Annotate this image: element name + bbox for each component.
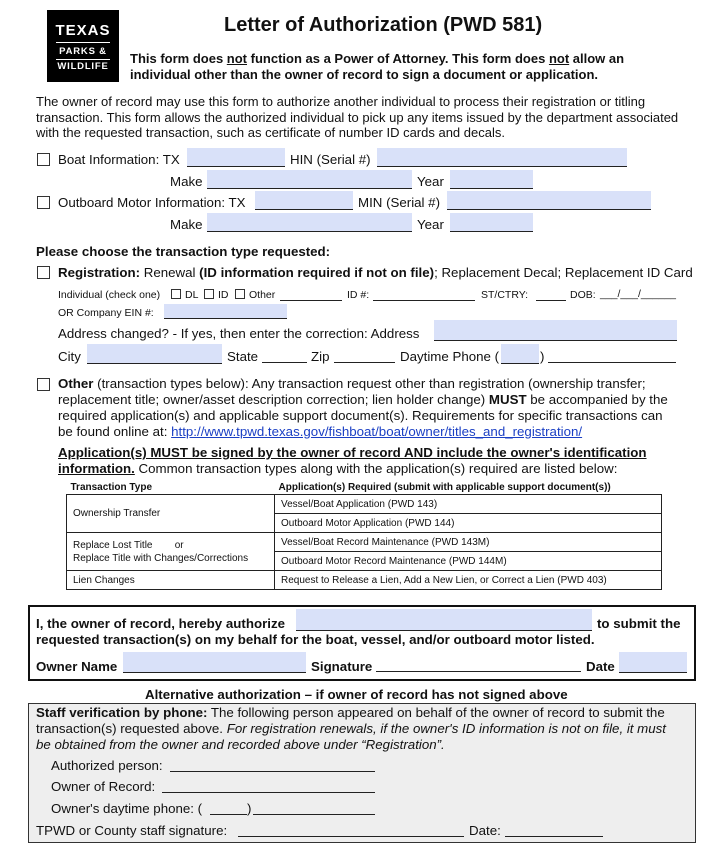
staff-signature-label: TPWD or County staff signature: <box>36 823 228 838</box>
staff-date-label: Date: <box>469 823 501 838</box>
table-header-apps: Application(s) Required (submit with applicable support document(s)) <box>275 481 662 495</box>
owner-phone-number-field[interactable] <box>253 814 375 815</box>
table-row <box>67 533 662 552</box>
must-sign-notice: Application(s) MUST be signed by the owner of record AND include the owner's identification information. Common transaction types along with the application(s) required are listed below: <box>58 445 647 476</box>
state-label: State <box>227 349 259 364</box>
form-disclaimer: This form does not function as a Power of Attorney. This form does not allow an individual other than the owner of record to sign a document or application. <box>130 51 625 82</box>
other-id-type-field[interactable] <box>280 300 342 301</box>
ein-field[interactable] <box>164 304 287 319</box>
ein-label: OR Company EIN #: <box>58 307 154 319</box>
owner-of-record-label: Owner of Record: <box>51 779 156 794</box>
authorized-person-label: Authorized person: <box>51 758 163 773</box>
boat-year-label: Year <box>417 174 444 189</box>
boat-year-field[interactable] <box>450 170 533 189</box>
staff-signature-field[interactable] <box>238 836 464 837</box>
owner-phone-area-field[interactable] <box>210 814 247 815</box>
address-field[interactable] <box>434 320 677 341</box>
app-cell: Outboard Motor Application (PWD 144) <box>275 514 662 533</box>
boat-hin-field[interactable] <box>377 148 627 167</box>
other-id-label: Other <box>249 289 276 301</box>
st-ctry-field[interactable] <box>536 300 566 301</box>
type-ownership-transfer: Ownership Transfer <box>67 495 275 533</box>
other-id-checkbox[interactable] <box>235 289 245 299</box>
zip-label: Zip <box>311 349 330 364</box>
boat-make-label: Make <box>170 174 203 189</box>
owner-name-label: Owner Name <box>36 659 118 674</box>
logo-parks: PARKS & <box>56 42 110 59</box>
table-header-type: Transaction Type <box>70 482 153 493</box>
date-label: Date <box>586 659 615 674</box>
type-lien-changes: Lien Changes <box>67 571 275 590</box>
id-number-field[interactable] <box>373 300 475 301</box>
intro-paragraph: The owner of record may use this form to authorize another individual to process their registration or titling transaction. This form allows the authorized individual to pick up any items issued by the department associated with the requested transaction, such as certificate of number ID cards and decals. <box>36 94 679 140</box>
phone-area-code-field[interactable] <box>501 344 539 364</box>
staff-owner-of-record-field[interactable] <box>162 792 375 793</box>
signature-label: Signature <box>311 659 373 674</box>
boat-info-label: Boat Information: TX <box>58 152 180 167</box>
app-cell: Vessel/Boat Application (PWD 143) <box>275 495 662 514</box>
st-ctry-label: ST/CTRY: <box>481 289 529 301</box>
phone-number-field[interactable] <box>548 362 676 363</box>
id-label: ID <box>218 289 229 301</box>
motor-min-label: MIN (Serial #) <box>358 195 441 210</box>
other-checkbox[interactable] <box>37 378 50 391</box>
signature-field[interactable] <box>376 671 581 672</box>
zip-field[interactable] <box>334 362 395 363</box>
motor-make-field[interactable] <box>207 213 412 232</box>
dl-checkbox[interactable] <box>171 289 181 299</box>
state-field[interactable] <box>262 362 307 363</box>
dob-field[interactable]: ___/___/______ <box>600 288 676 300</box>
registration-checkbox[interactable] <box>37 266 50 279</box>
owner-name-field[interactable] <box>123 652 306 673</box>
phone-close-paren: ) <box>540 349 545 364</box>
table-row <box>67 495 662 514</box>
id-checkbox[interactable] <box>204 289 214 299</box>
transaction-table <box>66 481 662 590</box>
logo-texas: TEXAS <box>55 22 111 39</box>
owner-phone-close-paren: ) <box>247 801 252 816</box>
motor-info-checkbox[interactable] <box>37 196 50 209</box>
motor-min-field[interactable] <box>447 191 651 210</box>
table-row <box>67 571 662 590</box>
address-changed-label: Address changed? - If yes, then enter the correction: Address <box>58 326 420 341</box>
logo-wildlife: WILDLIFE <box>57 61 109 72</box>
staff-date-field[interactable] <box>505 836 603 837</box>
other-section-text: Other (transaction types below): Any transaction request other than registration (ownership transfer; replacement title; owner/asset description correction; lien holder change) MUST be accompanied by the required application(s) and applicable support document(s). Requirements for specific transactions can be found online at: http://www.tpwd.texas.gov/fishboat/boat/owner/titles_and_registration/ <box>58 376 668 439</box>
staff-verification-text: Staff verification by phone: The following person appeared on behalf of the owner of record to submit the transaction(s) requested above. For registration renewals, if the owner's ID information is not on file, it must be obtained from the owner and recorded above under “Registration”. <box>36 705 667 752</box>
phone-label: Daytime Phone ( <box>400 349 500 364</box>
owner-phone-label: Owner's daytime phone: ( <box>51 801 203 816</box>
motor-year-label: Year <box>417 217 444 232</box>
alternative-authorization-heading: Alternative authorization – if owner of record has not signed above <box>145 687 568 702</box>
city-label: City <box>58 349 81 364</box>
city-field[interactable] <box>87 344 222 364</box>
choose-transaction-heading: Please choose the transaction type requested: <box>36 244 331 259</box>
authorize-line1a: I, the owner of record, hereby authorize <box>36 616 285 631</box>
boat-make-field[interactable] <box>207 170 412 189</box>
registration-line: Registration: Renewal (ID information required if not on file); Replacement Decal; Replacement ID Card <box>58 265 693 280</box>
authorize-line1b: to submit the <box>597 616 681 631</box>
authorize-line2: requested transaction(s) on my behalf for the boat, vessel, and/or outboard motor listed. <box>36 632 595 647</box>
form-title: Letter of Authorization (PWD 581) <box>224 14 543 36</box>
id-number-label: ID #: <box>347 289 370 301</box>
app-cell: Request to Release a Lien, Add a New Lien, or Correct a Lien (PWD 403) <box>275 571 662 590</box>
motor-tx-number-field[interactable] <box>255 191 353 210</box>
boat-hin-label: HIN (Serial #) <box>290 152 371 167</box>
motor-year-field[interactable] <box>450 213 533 232</box>
individual-label: Individual (check one) <box>58 289 161 301</box>
dob-label: DOB: <box>570 289 596 301</box>
boat-tx-number-field[interactable] <box>187 148 285 167</box>
requirements-link[interactable]: http://www.tpwd.texas.gov/fishboat/boat/owner/titles_and_registration/ <box>171 424 583 439</box>
date-field[interactable] <box>619 652 687 673</box>
motor-info-label: Outboard Motor Information: TX <box>58 195 246 210</box>
authorized-person-field[interactable] <box>296 609 592 631</box>
dl-label: DL <box>185 289 199 301</box>
tpwd-logo <box>48 11 118 81</box>
staff-authorized-person-field[interactable] <box>170 771 375 772</box>
boat-info-checkbox[interactable] <box>37 153 50 166</box>
motor-make-label: Make <box>170 217 203 232</box>
type-replace-title: Replace Lost Title or Replace Title with Changes/Corrections <box>67 533 275 571</box>
app-cell: Vessel/Boat Record Maintenance (PWD 143M) <box>275 533 662 552</box>
app-cell: Outboard Motor Record Maintenance (PWD 144M) <box>275 552 662 571</box>
